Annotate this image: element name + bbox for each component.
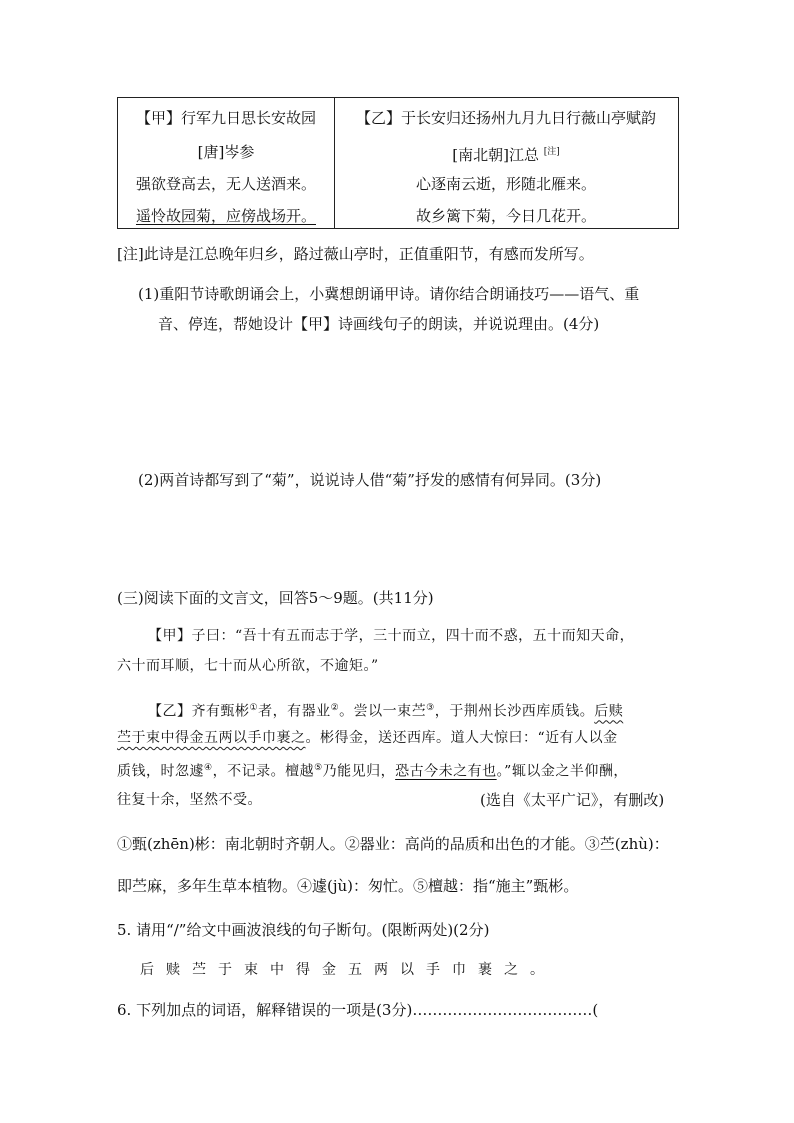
poem-yi-author: [南北朝]江总 [452,146,539,164]
poem-yi-author-line [334,142,678,165]
question-5-sentence: 后赎苎于束中得金五两以手巾裹之。 [140,962,556,978]
yi-text-segment: ，于荆州长沙西库质钱。 [434,703,595,720]
wavy-underlined-sentence-start: 后赎 [594,703,624,720]
footnote-marker-1: ① [249,703,259,713]
yi-text-segment: 。”辄以金之半仰酬， [496,763,628,780]
yi-text-line1 [148,698,623,722]
poem-jia-line2-underlined: 遥怜故园菊，应傍战场开。 [135,207,316,225]
yi-text-segment: 质钱，时忽遽 [117,763,204,780]
poem-jia-line2 [118,206,334,226]
wavy-underlined-sentence-end: 苎于束中得金五两以手巾裹之 [117,730,306,746]
poem-jia-title: 【甲】行军九日思长安故园 [135,109,316,127]
poem-table [117,97,679,229]
poem-yi-line1: 心逐南云逝，形随北雁来。 [415,175,596,193]
poem-note: [注]此诗是江总晚年归乡，路过薇山亭时，正值重阳节，有感而发所写。 [117,245,594,263]
jia-text-line2: 六十而耳顺，七十而从心所欲，不逾矩。” [117,658,379,674]
footnote-marker-4: ④ [204,763,213,773]
footnote-marker-5: ⑤ [314,763,323,773]
footnote-marker-2: ② [330,703,340,713]
footnotes-line2: 即苎麻，多年生草本植物。④遽(jù)：匆忙。⑤檀越：指“施主”甄彬。 [117,877,579,895]
poem-yi-note-marker: [注] [543,147,560,157]
jia-text-line1: 【甲】子曰：“吾十有五而志于学，三十而立，四十而不惑，五十而知天命， [148,628,635,644]
question-5: 5. 请用“/”给文中画波浪线的句子断句。(限断两处)(2分) [117,921,490,939]
underlined-sentence: 恐古今未之有也 [395,763,497,780]
yi-text-segment: 。彬得金，送还西库。道人大惊曰：“近有人以金 [305,730,618,746]
yi-text-segment: 。尝以一束苎 [339,703,427,720]
yi-text-segment: 乃能见归， [322,763,396,780]
yi-text-segment: ，不记录。檀越 [212,763,315,780]
yi-text-line4: 往复十余，坚然不受。 [117,792,262,808]
question-1-line2: 音、停连，帮她设计【甲】诗画线句子的朗读，并说说理由。(4分) [158,315,600,333]
footnote-marker-3: ③ [426,703,435,713]
yi-text-segment: 者，有器业 [258,703,331,720]
question-1-line1: (1)重阳节诗歌朗诵会上，小冀想朗诵甲诗。请你结合朗诵技巧——语气、重 [138,285,640,303]
question-2: (2)两首诗都写到了“菊”，说说诗人借“菊”抒发的感情有何异同。(3分) [138,471,602,489]
poem-yi [334,98,678,228]
question-6: 6. 下列加点的词语，解释错误的一项是(3分)………………………………( [117,1001,599,1019]
yi-text-segment: 【乙】齐有甄彬 [148,703,250,720]
poem-yi-title: 【乙】于长安归还扬州九月九日行薇山亭赋韵 [355,109,656,127]
poem-yi-line2: 故乡篱下菊，今日几花开。 [415,207,596,225]
section-3-heading: (三)阅读下面的文言文，回答5～9题。(共11分) [117,589,434,607]
yi-text-line3 [117,758,628,782]
poem-jia-line1: 强欲登高去，无人送酒来。 [135,175,316,193]
footnotes-line1: ①甄(zhēn)彬：南北朝时齐朝人。②器业：高尚的品质和出色的才能。③苎(zhù)： [117,835,669,853]
yi-text-line2 [117,728,618,748]
poem-jia [118,98,335,228]
yi-text-source: (选自《太平广记》，有删改) [480,791,665,809]
poem-jia-author: [唐]岑参 [197,143,255,161]
